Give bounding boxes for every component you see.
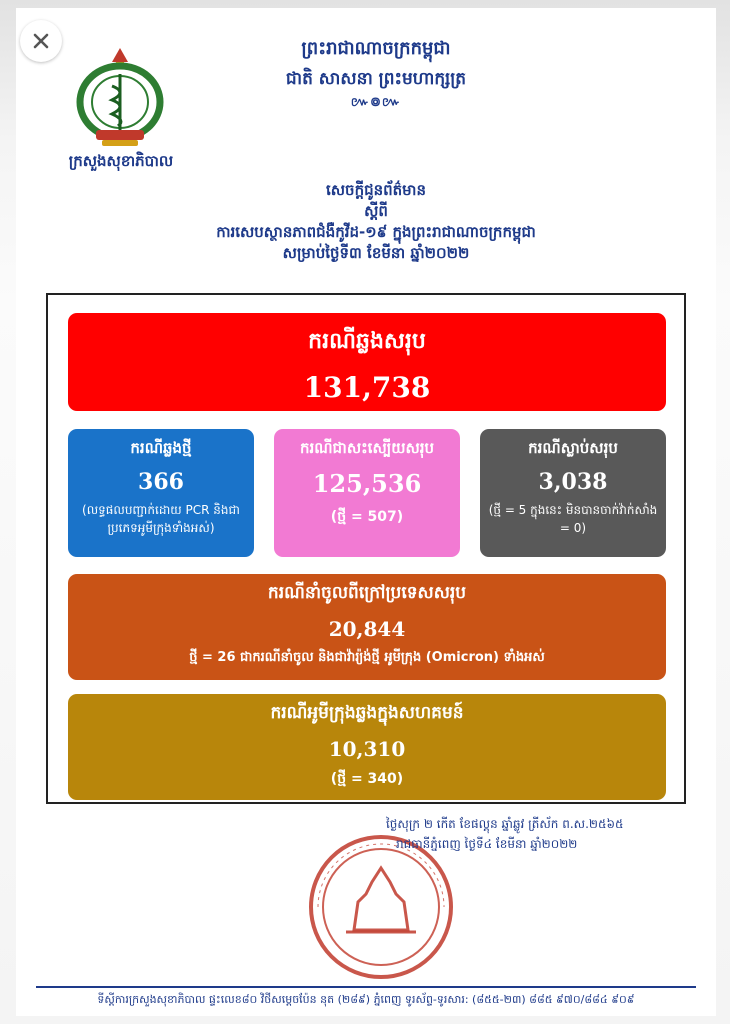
close-icon	[31, 31, 51, 51]
footer-address: ទីស្តីការក្រសួងសុខាភិបាល ផ្ទះលេខ៨០ វិថីសម្តេចប៉ែន នុត (២៨៩) ភ្នំពេញ ទូរស័ព្ទ-ទូរសារ: (៨៥៥-២៣) ៨៨៥ ៩៧០/៨៨៤ ៩០៩	[97, 993, 635, 1006]
total-cases-title: ករណីឆ្លងសរុប	[308, 329, 426, 354]
announcement-line2: ស្តីពី	[364, 202, 388, 220]
new-cases-title: ករណីឆ្លងថ្មី	[130, 439, 192, 457]
close-button[interactable]	[20, 20, 62, 62]
total-cases-card	[68, 313, 666, 411]
recovered-note: (ថ្មី = 507)	[330, 509, 404, 525]
more-options-button[interactable]	[664, 26, 714, 54]
announcement-heading	[146, 180, 606, 264]
solar-date: រាជធានីភ្នំពេញ ថ្ងៃទី៤ ខែមីនា ឆ្នាំ២០២២	[396, 837, 578, 851]
kingdom-header	[206, 34, 546, 112]
new-cases-value: 366	[138, 469, 184, 495]
lunar-date: ថ្ងៃសុក្រ ២ កើត ខែផល្គុន ឆ្នាំឆ្លូវ ត្រីស័ក ព.ស.២៥៦៥	[386, 817, 624, 831]
imported-cases-title: ករណីនាំចូលពីក្រៅប្រទេសសរុប	[267, 583, 467, 603]
total-cases-value: 131,738	[303, 371, 431, 404]
ornament: ៚៙៚	[350, 95, 402, 110]
deaths-title: ករណីស្លាប់សរុប	[528, 439, 618, 457]
recovered-value: 125,536	[312, 469, 422, 498]
document-page	[16, 8, 716, 1016]
kingdom-title: ព្រះរាជាណាចក្រកម្ពុជា	[301, 38, 451, 59]
ministry-logo	[70, 44, 170, 152]
announcement-line4: សម្រាប់ថ្ងៃទី៣ ខែមីនា ឆ្នាំ២០២២	[282, 244, 470, 262]
footer-divider	[36, 986, 696, 988]
community-cases-value: 10,310	[328, 737, 406, 761]
community-cases-card	[68, 694, 666, 800]
announcement-line1: សេចក្តីជូនព័ត៌មាន	[326, 181, 426, 199]
deaths-card	[480, 429, 666, 557]
ministry-name: ក្រសួងសុខាភិបាល	[68, 152, 174, 170]
official-seal	[306, 832, 456, 982]
imported-cases-value: 20,844	[328, 617, 406, 641]
deaths-value: 3,038	[538, 469, 608, 495]
imported-cases-card	[68, 574, 666, 680]
community-cases-title: ករណីអូមីក្រុងឆ្លងក្នុងសហគមន៍	[270, 703, 464, 723]
recovered-card	[274, 429, 460, 557]
stats-box	[46, 293, 686, 804]
imported-cases-note: ថ្មី = 26 ជាករណីនាំចូល និងជាវ៉ារ្យ៉ង់ថ្មី អូមីក្រុង (Omicron) ទាំងអស់	[189, 650, 545, 665]
community-cases-note: (ថ្មី = 340)	[330, 771, 404, 787]
new-cases-card	[68, 429, 254, 557]
new-cases-note: (លទ្ធផលបញ្ជាក់ដោយ PCR និងជាប្រភេទអូមីក្រុងទាំងអស់)	[82, 503, 240, 535]
recovered-title: ករណីជាសះស្បើយសរុប	[299, 439, 435, 457]
deaths-note: (ថ្មី = 5 ក្នុងនេះ មិនបានចាក់វ៉ាក់សាំង = 0)	[488, 503, 658, 535]
announcement-line3: ការសេបស្ថានភាពជំងឺកូវីដ-១៩ ក្នុងព្រះរាជាណាចក្រកម្ពុជា	[216, 223, 536, 241]
national-motto: ជាតិ សាសនា ព្រះមហាក្សត្រ	[285, 69, 467, 89]
more-dots-icon	[672, 35, 706, 45]
